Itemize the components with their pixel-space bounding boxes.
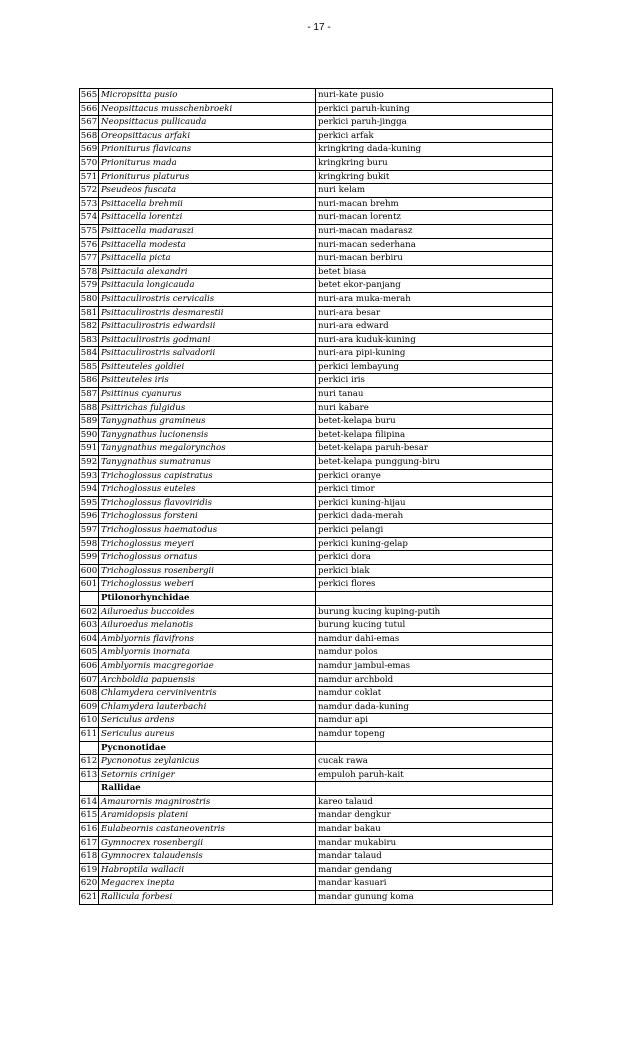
species-table-body: [80, 89, 553, 905]
local-name-cell: mandar kasuari: [316, 877, 553, 891]
scientific-name-cell: Psitteuteles goldiei: [99, 360, 316, 374]
local-name-cell: nuri-ara besar: [316, 306, 553, 320]
local-name-cell: mandar gunung koma: [316, 891, 553, 905]
row-number-cell: 590: [80, 428, 99, 442]
row-number-cell: 603: [80, 619, 99, 633]
table-row: [80, 578, 553, 592]
row-number-cell: [80, 782, 99, 796]
table-row: [80, 456, 553, 470]
table-row: [80, 768, 553, 782]
scientific-name-cell: Rallicula forbesi: [99, 891, 316, 905]
table-row: [80, 415, 553, 429]
scientific-name-cell: Tanygnathus megalorynchos: [99, 442, 316, 456]
scientific-name-cell: Amblyornis inornata: [99, 646, 316, 660]
table-row: [80, 877, 553, 891]
local-name-cell: kringkring bukit: [316, 170, 553, 184]
local-name-cell: kringkring buru: [316, 156, 553, 170]
local-name-cell: betet biasa: [316, 265, 553, 279]
row-number-cell: 583: [80, 333, 99, 347]
row-number-cell: 614: [80, 795, 99, 809]
table-row: [80, 823, 553, 837]
table-row: [80, 224, 553, 238]
table-row: [80, 524, 553, 538]
row-number-cell: 602: [80, 605, 99, 619]
scientific-name-cell: Gymnocrex rosenbergii: [99, 836, 316, 850]
local-name-cell: betet-kelapa filipina: [316, 428, 553, 442]
local-name-cell: burung kucing tutul: [316, 619, 553, 633]
table-row: [80, 238, 553, 252]
table-row: [80, 388, 553, 402]
table-row: [80, 252, 553, 266]
table-row: [80, 714, 553, 728]
table-row: [80, 483, 553, 497]
local-name-cell: perkici arfak: [316, 129, 553, 143]
table-row: [80, 197, 553, 211]
table-row: [80, 687, 553, 701]
scientific-name-cell: Psittacella picta: [99, 252, 316, 266]
scientific-name-cell: Gymnocrex talaudensis: [99, 850, 316, 864]
local-name-cell: nuri-ara kuduk-kuning: [316, 333, 553, 347]
row-number-cell: 569: [80, 143, 99, 157]
scientific-name-cell: Pycnonotidae: [99, 741, 316, 755]
scientific-name-cell: Prioniturus mada: [99, 156, 316, 170]
table-row: [80, 374, 553, 388]
row-number-cell: [80, 741, 99, 755]
scientific-name-cell: Psittacella lorentzi: [99, 211, 316, 225]
page-number: - 17 -: [307, 22, 331, 33]
local-name-cell: namdur polos: [316, 646, 553, 660]
row-number-cell: 619: [80, 863, 99, 877]
table-row: [80, 496, 553, 510]
scientific-name-cell: Amblyornis macgregoriae: [99, 659, 316, 673]
scientific-name-cell: Archboldia papuensis: [99, 673, 316, 687]
table-row: [80, 619, 553, 633]
scientific-name-cell: Ailuroedus buccoides: [99, 605, 316, 619]
row-number-cell: 611: [80, 727, 99, 741]
row-number-cell: 595: [80, 496, 99, 510]
species-table: [79, 88, 553, 905]
local-name-cell: [316, 591, 553, 605]
table-row: [80, 727, 553, 741]
family-heading-row: [80, 782, 553, 796]
row-number-cell: 621: [80, 891, 99, 905]
row-number-cell: 604: [80, 632, 99, 646]
table-row: [80, 143, 553, 157]
row-number-cell: 609: [80, 700, 99, 714]
local-name-cell: nuri kelam: [316, 184, 553, 198]
row-number-cell: 592: [80, 456, 99, 470]
row-number-cell: 612: [80, 755, 99, 769]
row-number-cell: 567: [80, 116, 99, 130]
local-name-cell: namdur api: [316, 714, 553, 728]
local-name-cell: betet ekor-panjang: [316, 279, 553, 293]
row-number-cell: 565: [80, 89, 99, 103]
local-name-cell: nuri tanau: [316, 388, 553, 402]
table-row: [80, 891, 553, 905]
scientific-name-cell: Trichoglossus ornatus: [99, 551, 316, 565]
table-row: [80, 809, 553, 823]
local-name-cell: nuri-macan lorentz: [316, 211, 553, 225]
scientific-name-cell: Tanygnathus gramineus: [99, 415, 316, 429]
table-row: [80, 129, 553, 143]
row-number-cell: [80, 591, 99, 605]
row-number-cell: 585: [80, 360, 99, 374]
row-number-cell: 579: [80, 279, 99, 293]
scientific-name-cell: Eulabeornis castaneoventris: [99, 823, 316, 837]
row-number-cell: 571: [80, 170, 99, 184]
scientific-name-cell: Rallidae: [99, 782, 316, 796]
scientific-name-cell: Amaurornis magnirostris: [99, 795, 316, 809]
row-number-cell: 572: [80, 184, 99, 198]
scientific-name-cell: Neopsittacus musschenbroeki: [99, 102, 316, 116]
local-name-cell: empuloh paruh-kait: [316, 768, 553, 782]
table-row: [80, 306, 553, 320]
table-row: [80, 184, 553, 198]
scientific-name-cell: Psittacella brehmii: [99, 197, 316, 211]
local-name-cell: nuri-kate pusio: [316, 89, 553, 103]
table-row: [80, 673, 553, 687]
local-name-cell: [316, 741, 553, 755]
row-number-cell: 570: [80, 156, 99, 170]
local-name-cell: mandar dengkur: [316, 809, 553, 823]
family-heading-row: [80, 741, 553, 755]
table-row: [80, 156, 553, 170]
row-number-cell: 620: [80, 877, 99, 891]
table-row: [80, 510, 553, 524]
row-number-cell: 610: [80, 714, 99, 728]
row-number-cell: 617: [80, 836, 99, 850]
scientific-name-cell: Trichoglossus rosenbergii: [99, 564, 316, 578]
row-number-cell: 581: [80, 306, 99, 320]
table-row: [80, 605, 553, 619]
table-row: [80, 564, 553, 578]
table-row: [80, 700, 553, 714]
local-name-cell: perkici lembayung: [316, 360, 553, 374]
row-number-cell: 607: [80, 673, 99, 687]
row-number-cell: 613: [80, 768, 99, 782]
scientific-name-cell: Psittaculirostris desmarestii: [99, 306, 316, 320]
local-name-cell: nuri kabare: [316, 401, 553, 415]
row-number-cell: 578: [80, 265, 99, 279]
local-name-cell: mandar bakau: [316, 823, 553, 837]
local-name-cell: perkici timor: [316, 483, 553, 497]
local-name-cell: namdur jambul-emas: [316, 659, 553, 673]
scientific-name-cell: Trichoglossus haematodus: [99, 524, 316, 538]
table-row: [80, 428, 553, 442]
scientific-name-cell: Setornis criniger: [99, 768, 316, 782]
scientific-name-cell: Oreopsittacus arfaki: [99, 129, 316, 143]
local-name-cell: perkici flores: [316, 578, 553, 592]
row-number-cell: 591: [80, 442, 99, 456]
scientific-name-cell: Psitteuteles iris: [99, 374, 316, 388]
scientific-name-cell: Psittaculirostris cervicalis: [99, 292, 316, 306]
local-name-cell: namdur dada-kuning: [316, 700, 553, 714]
scientific-name-cell: Chlamydera lauterbachi: [99, 700, 316, 714]
local-name-cell: nuri-ara pipi-kuning: [316, 347, 553, 361]
local-name-cell: nuri-macan brehm: [316, 197, 553, 211]
row-number-cell: 582: [80, 320, 99, 334]
scientific-name-cell: Psittacula alexandri: [99, 265, 316, 279]
scientific-name-cell: Psittacula longicauda: [99, 279, 316, 293]
scientific-name-cell: Trichoglossus forsteni: [99, 510, 316, 524]
scientific-name-cell: Pycnonotus zeylanicus: [99, 755, 316, 769]
row-number-cell: 596: [80, 510, 99, 524]
row-number-cell: 599: [80, 551, 99, 565]
scientific-name-cell: Habroptila wallacii: [99, 863, 316, 877]
table-row: [80, 102, 553, 116]
row-number-cell: 593: [80, 469, 99, 483]
row-number-cell: 597: [80, 524, 99, 538]
scientific-name-cell: Amblyornis flavifrons: [99, 632, 316, 646]
scientific-name-cell: Psittaculirostris salvadorii: [99, 347, 316, 361]
scientific-name-cell: Trichoglossus euteles: [99, 483, 316, 497]
scientific-name-cell: Tanygnathus lucionensis: [99, 428, 316, 442]
local-name-cell: perkici dada-merah: [316, 510, 553, 524]
row-number-cell: 589: [80, 415, 99, 429]
row-number-cell: 618: [80, 850, 99, 864]
local-name-cell: perkici pelangi: [316, 524, 553, 538]
table-row: [80, 836, 553, 850]
scientific-name-cell: Psittaculirostris godmani: [99, 333, 316, 347]
table-row: [80, 347, 553, 361]
row-number-cell: 568: [80, 129, 99, 143]
scientific-name-cell: Sericulus ardens: [99, 714, 316, 728]
table-row: [80, 279, 553, 293]
local-name-cell: namdur archbold: [316, 673, 553, 687]
local-name-cell: betet-kelapa punggung-biru: [316, 456, 553, 470]
row-number-cell: 584: [80, 347, 99, 361]
local-name-cell: namdur topeng: [316, 727, 553, 741]
table-row: [80, 360, 553, 374]
local-name-cell: betet-kelapa buru: [316, 415, 553, 429]
local-name-cell: [316, 782, 553, 796]
row-number-cell: 588: [80, 401, 99, 415]
family-heading-row: [80, 591, 553, 605]
scientific-name-cell: Trichoglossus capistratus: [99, 469, 316, 483]
table-row: [80, 116, 553, 130]
table-row: [80, 659, 553, 673]
scientific-name-cell: Psittacella madaraszi: [99, 224, 316, 238]
table-row: [80, 265, 553, 279]
row-number-cell: 594: [80, 483, 99, 497]
table-row: [80, 170, 553, 184]
local-name-cell: perkici dora: [316, 551, 553, 565]
row-number-cell: 580: [80, 292, 99, 306]
scientific-name-cell: Megacrex inepta: [99, 877, 316, 891]
local-name-cell: perkici kuning-hijau: [316, 496, 553, 510]
row-number-cell: 600: [80, 564, 99, 578]
scientific-name-cell: Aramidopsis plateni: [99, 809, 316, 823]
scientific-name-cell: Trichoglossus weberi: [99, 578, 316, 592]
local-name-cell: perkici paruh-kuning: [316, 102, 553, 116]
row-number-cell: 601: [80, 578, 99, 592]
row-number-cell: 574: [80, 211, 99, 225]
scientific-name-cell: Neopsittacus pullicauda: [99, 116, 316, 130]
row-number-cell: 573: [80, 197, 99, 211]
row-number-cell: 608: [80, 687, 99, 701]
table-row: [80, 863, 553, 877]
row-number-cell: 615: [80, 809, 99, 823]
local-name-cell: perkici paruh-jingga: [316, 116, 553, 130]
local-name-cell: namdur coklat: [316, 687, 553, 701]
local-name-cell: nuri-macan madarasz: [316, 224, 553, 238]
scientific-name-cell: Tanygnathus sumatranus: [99, 456, 316, 470]
scientific-name-cell: Psittrichas fulgidus: [99, 401, 316, 415]
local-name-cell: betet-kelapa paruh-besar: [316, 442, 553, 456]
table-row: [80, 89, 553, 103]
local-name-cell: perkici biak: [316, 564, 553, 578]
table-row: [80, 292, 553, 306]
scientific-name-cell: Psittacella modesta: [99, 238, 316, 252]
table-row: [80, 850, 553, 864]
table-row: [80, 755, 553, 769]
local-name-cell: burung kucing kuping-putih: [316, 605, 553, 619]
scientific-name-cell: Micropsitta pusio: [99, 89, 316, 103]
local-name-cell: nuri-ara muka-merah: [316, 292, 553, 306]
scientific-name-cell: Chlamydera cerviniventris: [99, 687, 316, 701]
local-name-cell: nuri-macan berbiru: [316, 252, 553, 266]
local-name-cell: kareo talaud: [316, 795, 553, 809]
row-number-cell: 586: [80, 374, 99, 388]
scientific-name-cell: Sericulus aureus: [99, 727, 316, 741]
table-row: [80, 333, 553, 347]
table-row: [80, 469, 553, 483]
scientific-name-cell: Pseudeos fuscata: [99, 184, 316, 198]
row-number-cell: 576: [80, 238, 99, 252]
local-name-cell: perkici iris: [316, 374, 553, 388]
scientific-name-cell: Trichoglossus flavoviridis: [99, 496, 316, 510]
scientific-name-cell: Prioniturus platurus: [99, 170, 316, 184]
row-number-cell: 587: [80, 388, 99, 402]
table-row: [80, 320, 553, 334]
local-name-cell: perkici kuning-gelap: [316, 537, 553, 551]
row-number-cell: 605: [80, 646, 99, 660]
local-name-cell: kringkring dada-kuning: [316, 143, 553, 157]
table-row: [80, 795, 553, 809]
row-number-cell: 575: [80, 224, 99, 238]
table-row: [80, 551, 553, 565]
scientific-name-cell: Ptilonorhynchidae: [99, 591, 316, 605]
row-number-cell: 598: [80, 537, 99, 551]
table-row: [80, 401, 553, 415]
row-number-cell: 606: [80, 659, 99, 673]
scientific-name-cell: Ailuroedus melanotis: [99, 619, 316, 633]
table-row: [80, 632, 553, 646]
local-name-cell: namdur dahi-emas: [316, 632, 553, 646]
table-row: [80, 442, 553, 456]
local-name-cell: mandar talaud: [316, 850, 553, 864]
row-number-cell: 616: [80, 823, 99, 837]
scientific-name-cell: Trichoglossus meyeri: [99, 537, 316, 551]
local-name-cell: nuri-ara edward: [316, 320, 553, 334]
local-name-cell: mandar mukabiru: [316, 836, 553, 850]
table-row: [80, 211, 553, 225]
local-name-cell: mandar gendang: [316, 863, 553, 877]
scientific-name-cell: Psittinus cyanurus: [99, 388, 316, 402]
local-name-cell: perkici oranye: [316, 469, 553, 483]
table-row: [80, 646, 553, 660]
scientific-name-cell: Psittaculirostris edwardsii: [99, 320, 316, 334]
local-name-cell: nuri-macan sederhana: [316, 238, 553, 252]
row-number-cell: 577: [80, 252, 99, 266]
scientific-name-cell: Prioniturus flavicans: [99, 143, 316, 157]
row-number-cell: 566: [80, 102, 99, 116]
local-name-cell: cucak rawa: [316, 755, 553, 769]
table-row: [80, 537, 553, 551]
